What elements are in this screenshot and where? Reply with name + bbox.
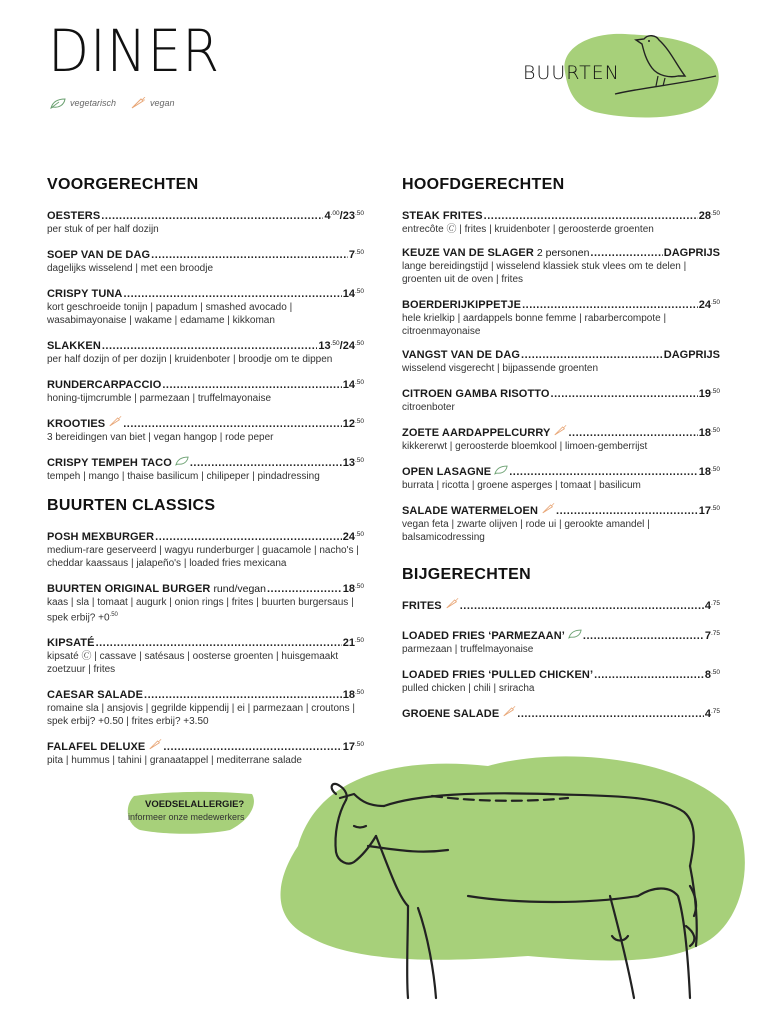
item-name: SLAKKEN [47,340,101,352]
item-name: POSH MEXBURGER [47,531,155,543]
item-description: kikkererwt | geroosterde bloemkool | limoen-gemberrijst [402,441,648,452]
item-name: VANGST VAN DE DAG [402,349,521,361]
item-price: $4^{.75}$ [704,708,720,720]
item-description: pita | hummus | tahini | granaatappel | mediterrane salade [47,755,302,767]
item-name: CITROEN GAMBA RISOTTO [402,388,550,400]
item-price: $18^{.50}$ [698,427,720,439]
item-name: BUURTEN ORIGINAL BURGER [47,583,211,595]
carrot-icon [148,739,162,750]
menu-item [402,296,720,338]
allergy-subtitle: informeer onze medewerkers [128,812,245,822]
menu-item [402,424,720,453]
item-description: honing-tijmcrumble | parmezaan | truffelmayonaise [47,393,272,404]
item-name: GROENE SALADE [402,708,500,720]
menu-item [47,246,364,275]
item-description: kaas | sla | tomaat | augurk | onion rings | frites | buurten burgersaus | spek erbij? $+0^{.50}$ [47,597,354,624]
section-heading-hoofdgerechten: HOOFDGERECHTEN [402,176,565,193]
item-note: rund/vegan [213,583,266,595]
leaf-icon [494,465,508,475]
section-heading-classics: BUURTEN CLASSICS [47,497,216,514]
item-description: kort geschroeide tonijn | papadum | smashed avocado | wasabimayonaise | wakame | edamame | kikkoman [47,302,293,326]
item-price: $24^{.50}$ [698,299,720,311]
page-title: DINER [48,17,221,85]
item-name: RUNDERCARPACCIO [47,379,162,391]
item-name: ZOETE AARDAPPELCURRY [402,427,551,439]
logo-text: BUURTEN [523,62,620,84]
menu-item [402,666,720,695]
item-description: per half dozijn of per dozijn | kruidenboter | broodje om te dippen [47,354,333,365]
menu-item [47,337,364,366]
item-description: romaine sla | ansjovis | gegrilde kippendij | ei | parmezaan | croutons | spek erbij? +0.50 | frites erbij? +3.50 [47,703,355,728]
item-name: LOADED FRIES ‘PARMEZAAN’ [402,630,565,642]
carrot-icon [541,503,555,514]
carrot-icon [445,598,459,609]
legend-vegan: vegan [150,98,175,108]
item-name: FRITES [402,600,442,612]
item-name: KIPSATÉ [47,637,95,650]
menu-item [402,502,720,544]
menu-item [402,627,720,656]
item-name: OESTERS [47,210,101,222]
item-description: parmezaan | truffelmayonaise [402,644,534,655]
menu-item [47,376,364,405]
item-name: KEUZE VAN DE SLAGER [402,247,534,259]
menu-item [47,454,364,483]
item-note: 2 personen [536,247,590,259]
item-description: medium-rare geserveerd | wagyu runderburger | guacamole | nacho's | cheddar kaassaus | jalapeño's | loaded fries mexicana [47,545,359,569]
item-description: kipsaté 🄫 | cassave | satésaus | oosterse groenten | huisgemaakt zoetzuur | frites [47,651,339,676]
item-description: tempeh | mango | thaise basilicum | chilipeper | pindadressing [47,471,320,482]
item-price: $4^{.75}$ [704,600,720,612]
item-name: CRISPY TEMPEH TACO [47,457,172,469]
item-description: vegan feta | zwarte olijven | rode ui | gerookte amandel | balsamicodressing [402,519,650,543]
item-description: lange bereidingstijd | wisselend klassiek stuk vlees om te delen | groenten uit de oven | frites [402,261,687,285]
item-price: $18^{.50}$ [342,689,364,702]
menu-item [47,634,364,676]
menu-item [47,415,364,444]
item-description: pulled chicken | chili | sriracha [402,683,535,694]
item-name: CRISPY TUNA [47,288,123,300]
item-price: DAGPRIJS [663,247,720,259]
item-price: $18^{.50}$ [698,466,720,478]
item-price: $24^{.50}$ [342,531,364,543]
item-description: citroenboter [402,402,455,413]
item-name: CAESAR SALADE [47,689,144,702]
item-name: FALAFEL DELUXE [47,741,146,754]
menu-item [402,385,720,414]
item-price: $7^{.75}$ [704,630,720,642]
left-column [47,176,364,777]
leaf-icon [175,456,189,466]
item-price: $7^{.50}$ [348,249,364,261]
diet-legend [50,97,175,109]
item-description: burrata | ricotta | groene asperges | tomaat | basilicum [402,480,641,491]
item-price: $19^{.50}$ [698,388,720,400]
leaf-icon [568,629,582,639]
menu-item [402,246,720,286]
section-heading-voorgerechten: VOORGERECHTEN [47,176,199,193]
item-name: OPEN LASAGNE [402,466,492,478]
right-column [402,176,720,731]
item-name: SALADE WATERMELOEN [402,505,539,517]
item-price: DAGPRIJS [663,349,720,361]
item-price: $28^{.50}$ [698,210,720,222]
item-price: $4^{.00}/23^{.50}$ [324,210,364,222]
carrot-icon [502,706,516,717]
leaf-icon [50,98,66,109]
carrot-icon [553,425,567,436]
menu-item [47,285,364,327]
item-price: $18^{.50}$ [342,583,364,595]
item-name: SOEP VAN DE DAG [47,249,151,261]
menu-item [402,348,720,375]
menu-item [47,686,364,728]
item-price: $13^{.50}$ [342,457,364,469]
menu-item [47,207,364,236]
item-price: $17^{.50}$ [342,741,364,754]
menu-item [402,597,720,613]
menu-item [402,207,720,236]
item-price: $21^{.50}$ [342,637,364,650]
cow-illustration [258,736,758,1024]
menu-item [47,580,364,624]
item-name: KROOTIES [47,418,106,430]
item-price: $13^{.50}/24^{.50}$ [318,340,364,352]
item-description: 3 bereidingen van biet | vegan hangop | rode peper [47,432,274,443]
item-description: dagelijks wisselend | met een broodje [47,263,214,274]
item-description: per stuk of per half dozijn [47,224,159,235]
item-price: $14^{.50}$ [342,379,364,391]
item-name: STEAK FRITES [402,210,483,222]
menu-item [402,463,720,492]
allergy-title: VOEDSELALLERGIE? [145,799,245,810]
item-description: entrecôte 🄫 | frites | kruidenboter | geroosterde groenten [402,224,654,235]
carrot-icon [108,416,122,427]
carrot-icon [130,97,146,109]
menu-item [47,528,364,570]
item-name: LOADED FRIES ‘PULLED CHICKEN’ [402,669,594,681]
menu-item [402,705,720,721]
item-description: hele krielkip | aardappels bonne femme | rabarbercompote | citroenmayonaise [402,313,667,337]
item-description: wisselend visgerecht | bijpassende groenten [402,363,599,374]
item-price: $14^{.50}$ [342,288,364,300]
item-name: BOERDERIJKIPPETJE [402,299,522,311]
legend-vegetarian: vegetarisch [70,98,117,108]
item-price: $8^{.50}$ [704,669,720,681]
item-price: $12^{.50}$ [342,418,364,430]
item-price: $17^{.50}$ [698,505,720,517]
section-heading-bijgerechten: BIJGERECHTEN [402,566,531,583]
